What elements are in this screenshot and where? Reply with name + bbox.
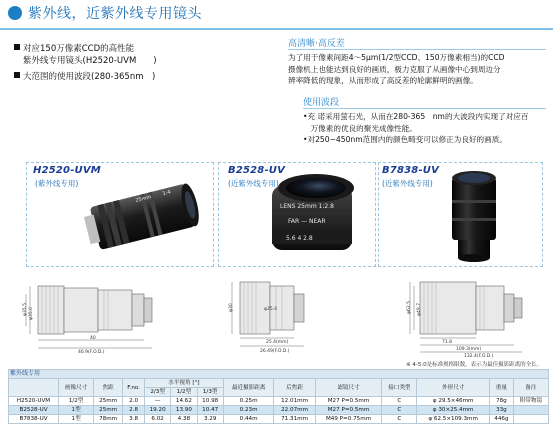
clarity-line: 摄像机上也能达到良好的画质，极力克服了从画像中心到周边分 xyxy=(288,64,501,74)
page-title: 紫外线，近紫外线专用镜头 xyxy=(28,6,202,22)
cell-mount: C xyxy=(382,406,417,415)
dim1-len1: 40 xyxy=(90,336,96,341)
section-rule xyxy=(303,108,546,109)
section-rule xyxy=(288,49,546,50)
col-header-remarks: 备注 xyxy=(513,379,548,397)
col-header-fov-13: 1/3型 xyxy=(197,388,223,397)
cell-fov-23: 6.02 xyxy=(144,415,170,424)
bullet-1-line1: 对应150万像素CCD的高性能 xyxy=(23,44,135,54)
product-sub-h2520: (紫外线专用) xyxy=(35,179,79,188)
wavelength-line: •对250~450nm范围内的颜色畸变可以修正为良好的画质。 xyxy=(303,135,507,144)
footnote: ※ 4-5.0是标准规格限数。表示为最佳摄影距离的全长。 xyxy=(406,362,543,368)
cell-fov-12: 13.90 xyxy=(171,406,197,415)
dim2-len1: 25.4(mm) xyxy=(266,340,289,345)
dim2-len2: 26.49(F.O.D.) xyxy=(260,349,290,354)
cell-filter: M27 P=0.5mm xyxy=(315,406,382,415)
dimension-drawing-b2528 xyxy=(226,274,330,354)
bullet-2 xyxy=(14,71,155,83)
clarity-line: 为了用于像素间距4～5μm(1/2型CCD、150万像素相当)的CCD xyxy=(288,53,505,62)
table-header-row xyxy=(9,379,549,388)
spec-table xyxy=(8,369,549,424)
cell-fov-13: 3.29 xyxy=(197,415,223,424)
lens-marking-focal: 25mm xyxy=(134,194,152,204)
table-row xyxy=(9,415,549,424)
col-header-fov-12: 1/2型 xyxy=(171,388,197,397)
lens-marking-b2528-3: 5.6 4 2.8 xyxy=(286,235,313,242)
product-name-b7838: B7838-UV xyxy=(382,165,440,176)
bullet-1-line2: 紫外线专用镜头(H2520-UVM ) xyxy=(23,56,157,66)
cell-fov-23: — xyxy=(144,397,170,406)
wavelength-line: 万像素的优良的聚光成像性能。 xyxy=(303,123,417,133)
cell-format: 1/2型 xyxy=(59,397,94,406)
table-caption-row xyxy=(9,370,549,379)
dim2-dia2: φ25.4 xyxy=(264,307,277,312)
lens-marking-fno: 1:4 xyxy=(162,189,172,198)
cell-weight: 78g xyxy=(490,397,514,406)
table-caption: 紫外线专用 xyxy=(9,370,549,379)
product-sub-b7838: (近紫外线专用) xyxy=(382,179,433,188)
col-header-backfocus: 后焦距 xyxy=(274,379,315,397)
cell-focal: 78mm xyxy=(94,415,123,424)
cell-fov-12: 4.38 xyxy=(171,415,197,424)
col-header-model xyxy=(9,379,59,397)
product-name-b2528: B2528-UV xyxy=(228,165,286,176)
header-divider xyxy=(0,28,553,30)
table-row xyxy=(9,406,549,415)
clarity-line: 辨率降低的现象，从而形成了高反差的轮廓鲜明的画像。 xyxy=(288,76,478,85)
col-header-format: 画像尺寸 xyxy=(59,379,94,397)
dim3-dia2: φ49.7 xyxy=(417,303,422,316)
cell-format: 1型 xyxy=(59,406,94,415)
col-header-weight: 重量 xyxy=(490,379,514,397)
cell-size: φ 30×25.4mm xyxy=(417,406,490,415)
section-title-wavelength: 使用波段 xyxy=(303,98,340,108)
col-header-fov-23: 2/3型 xyxy=(144,388,170,397)
dim3-len3: 132.4(F.O.D.) xyxy=(464,354,494,358)
product-name-h2520: H2520-UVM xyxy=(33,165,101,176)
cell-fov-13: 10.98 xyxy=(197,397,223,406)
header-marker-icon xyxy=(8,6,22,20)
cell-size: φ 29.5×46mm xyxy=(417,397,490,406)
cell-mod: 0.23m xyxy=(223,406,274,415)
cell-backfocus: 22.07mm xyxy=(274,406,315,415)
col-header-mount: 接口类型 xyxy=(382,379,417,397)
dim2-dia1: φ30 xyxy=(229,303,234,312)
section-text-wavelength xyxy=(303,111,553,146)
cell-fno: 2.8 xyxy=(123,406,145,415)
section-title-clarity: 高清晰·高反差 xyxy=(288,39,345,49)
col-header-fov: 水平视角 [°] xyxy=(144,379,223,388)
cell-mod: 0.44m xyxy=(223,415,274,424)
cell-size: φ 62.5×109.3mm xyxy=(417,415,490,424)
col-header-fno: F.no. xyxy=(123,379,145,397)
cell-focal: 25mm xyxy=(94,406,123,415)
col-header-mod: 最近摄影距离 xyxy=(223,379,274,397)
cell-backfocus: 71.31mm xyxy=(274,415,315,424)
cell-model: B7838-UV xyxy=(9,415,59,424)
cell-model: H2520-UVM xyxy=(9,397,59,406)
cell-remarks xyxy=(513,406,548,415)
bullet-2-line1: 大范围的使用波段(280-365nm ) xyxy=(23,72,156,82)
cell-mount: C xyxy=(382,397,417,406)
bullet-square-icon xyxy=(14,72,20,78)
cell-backfocus: 12.01mm xyxy=(274,397,315,406)
cell-focal: 25mm xyxy=(94,397,123,406)
dimension-drawing-h2520 xyxy=(20,274,180,354)
col-header-filter: 滤镜尺寸 xyxy=(315,379,382,397)
product-sub-b2528: (近紫外线专用) xyxy=(228,179,279,188)
dimension-drawing-b7838 xyxy=(380,274,548,358)
dim1-len2: 46.9(F.O.D.) xyxy=(78,350,105,354)
cell-fov-12: 14.62 xyxy=(171,397,197,406)
lens-marking-b2528-2: FAR — NEAR xyxy=(288,218,326,225)
lens-photo-h2520-icon xyxy=(80,168,212,263)
cell-remarks: 附带物镜 xyxy=(513,397,548,406)
table-row xyxy=(9,397,549,406)
section-text-clarity xyxy=(288,52,550,87)
cell-fno: 2.0 xyxy=(123,397,145,406)
dim3-len1: 71.8 xyxy=(442,340,453,345)
dim3-dia1: φ62.5 xyxy=(407,301,412,314)
bullet-square-icon xyxy=(14,44,20,50)
cell-weight: 33g xyxy=(490,406,514,415)
cell-model: B2528-UV xyxy=(9,406,59,415)
cell-fno: 3.8 xyxy=(123,415,145,424)
cell-format: 1型 xyxy=(59,415,94,424)
dim3-len2: 109.3(mm) xyxy=(456,347,482,352)
cell-mount: C xyxy=(382,415,417,424)
cell-fov-13: 10.47 xyxy=(197,406,223,415)
cell-mod: 0.25m xyxy=(223,397,274,406)
cell-weight: 446g xyxy=(490,415,514,424)
lens-marking-b2528-1: LENS 25mm 1:2.8 xyxy=(280,203,334,210)
wavelength-line: •充 诺采用萤石光，从而在280-365 nm的大波段内实现了对应百 xyxy=(303,112,529,121)
dim1-dia1: φ35.5 xyxy=(23,303,28,316)
lens-photo-b2528-icon xyxy=(258,166,366,264)
cell-fov-23: 19.20 xyxy=(144,406,170,415)
cell-filter: M27 P=0.5mm xyxy=(315,397,382,406)
cell-filter: M49 P=0.75mm xyxy=(315,415,382,424)
dim1-dia2: φ35.0 xyxy=(29,307,34,320)
cell-remarks xyxy=(513,415,548,424)
col-header-focal: 焦距 xyxy=(94,379,123,397)
bullet-1 xyxy=(14,43,157,67)
col-header-size: 外形尺寸 xyxy=(417,379,490,397)
lens-photo-b7838-icon xyxy=(440,166,524,264)
